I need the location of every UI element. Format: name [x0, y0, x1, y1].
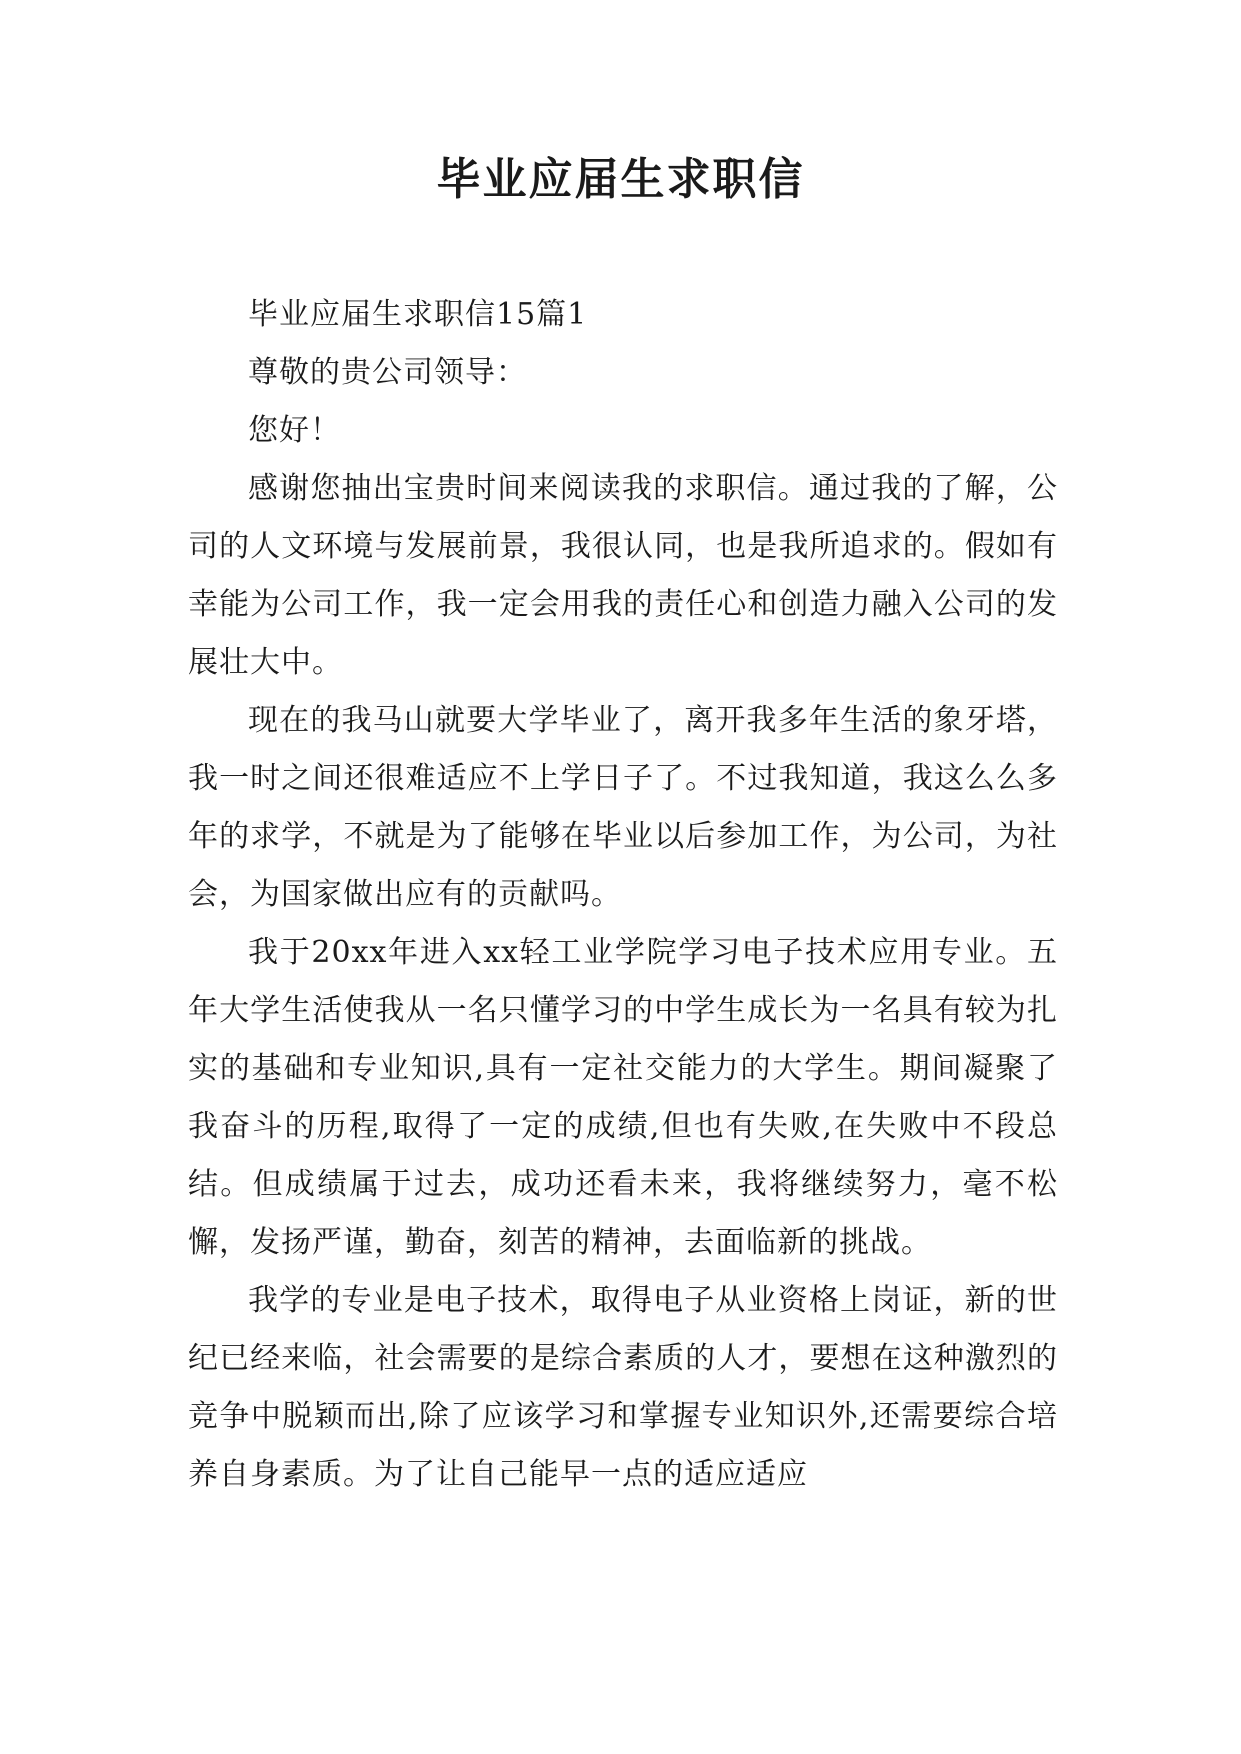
paragraph-greeting: 您好！ [248, 413, 341, 448]
paragraph-salutation: 尊敬的贵公司领导： [248, 355, 527, 390]
paragraph-graduation: 现在的我马山就要大学毕业了，离开我多年生活的象牙塔，我一时之间还很难适应不上学日子了。不过我知道，我这么么多年的求学，不就是为了能够在毕业以后参加工作，为公司，为社会，为国家做出应有的贡献吗。 [188, 703, 1058, 912]
paragraph-thanks: 感谢您抽出宝贵时间来阅读我的求职信。通过我的了解，公司的人文环境与发展前景，我很认同，也是我所追求的。假如有幸能为公司工作，我一定会用我的责任心和创造力融入公司的发展壮大中。 [188, 471, 1058, 680]
paragraph-education: 我于20xx年进入xx轻工业学院学习电子技术应用专业。五年大学生活使我从一名只懂学习的中学生成长为一名具有较为扎实的基础和专业知识,具有一定社交能力的大学生。期间凝聚了我奋斗的历程,取得了一定的成绩,但也有失败,在失败中不段总结。但成绩属于过去，成功还看未来，我将继续努力，毫不松懈，发扬严谨，勤奋，刻苦的精神，去面临新的挑战。 [188, 935, 1058, 1260]
paragraph-major: 我学的专业是电子技术，取得电子从业资格上岗证，新的世纪已经来临，社会需要的是综合素质的人才，要想在这种激烈的竞争中脱颖而出,除了应该学习和掌握专业知识外,还需要综合培养自身素质。为了让自己能早一点的适应适应 [188, 1283, 1058, 1492]
paragraph-heading: 毕业应届生求职信15篇1 [248, 297, 588, 332]
document-title: 毕业应届生求职信 [436, 154, 805, 205]
letter-body [188, 286, 1058, 1504]
